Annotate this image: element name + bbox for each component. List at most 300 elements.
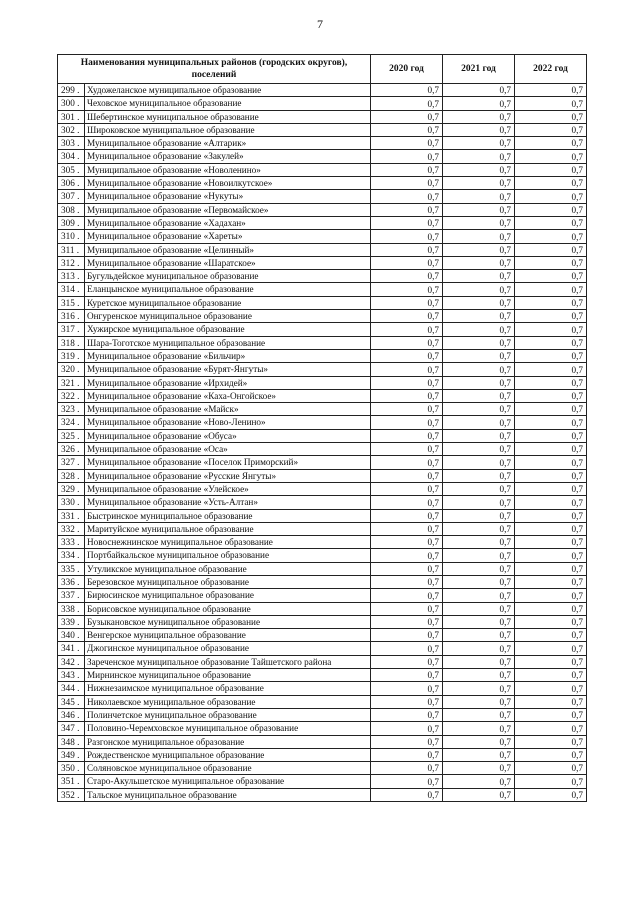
value-2021: 0,7	[443, 310, 515, 323]
value-2022: 0,7	[515, 695, 587, 708]
table-row	[58, 389, 587, 402]
row-number: 352 .	[58, 788, 85, 801]
table-row	[58, 230, 587, 243]
value-2022: 0,7	[515, 84, 587, 97]
row-number: 334 .	[58, 549, 85, 562]
row-name: Утуликское муниципальное образование	[85, 562, 371, 575]
row-number: 340 .	[58, 629, 85, 642]
value-2022: 0,7	[515, 376, 587, 389]
table-row	[58, 496, 587, 509]
value-2022: 0,7	[515, 177, 587, 190]
value-2022: 0,7	[515, 123, 587, 136]
row-number: 338 .	[58, 602, 85, 615]
row-number: 332 .	[58, 522, 85, 535]
row-name: Борисовское муниципальное образование	[85, 602, 371, 615]
value-2022: 0,7	[515, 655, 587, 668]
value-2020: 0,7	[371, 230, 443, 243]
row-name: Половино-Черемховское муниципальное образование	[85, 722, 371, 735]
table-row	[58, 216, 587, 229]
value-2022: 0,7	[515, 748, 587, 761]
table-row	[58, 536, 587, 549]
value-2021: 0,7	[443, 496, 515, 509]
row-name: Муниципальное образование «Бурят-Янгуты»	[85, 363, 371, 376]
value-2021: 0,7	[443, 323, 515, 336]
table-row	[58, 443, 587, 456]
value-2020: 0,7	[371, 336, 443, 349]
row-name: Муниципальное образование «Усть-Алтан»	[85, 496, 371, 509]
row-name: Бугульдейское муниципальное образование	[85, 270, 371, 283]
value-2021: 0,7	[443, 376, 515, 389]
value-2022: 0,7	[515, 496, 587, 509]
table-row	[58, 97, 587, 110]
value-2020: 0,7	[371, 283, 443, 296]
table-row	[58, 708, 587, 721]
value-2021: 0,7	[443, 629, 515, 642]
row-name: Джогинское муниципальное образование	[85, 642, 371, 655]
table-row	[58, 788, 587, 801]
row-number: 347 .	[58, 722, 85, 735]
row-number: 325 .	[58, 429, 85, 442]
row-name: Муниципальное образование «Ново-Ленино»	[85, 416, 371, 429]
value-2021: 0,7	[443, 669, 515, 682]
table-row	[58, 602, 587, 615]
value-2020: 0,7	[371, 203, 443, 216]
row-name: Хужирское муниципальное образование	[85, 323, 371, 336]
table-row	[58, 84, 587, 97]
value-2022: 0,7	[515, 575, 587, 588]
row-number: 323 .	[58, 403, 85, 416]
value-2022: 0,7	[515, 270, 587, 283]
row-number: 329 .	[58, 482, 85, 495]
value-2020: 0,7	[371, 456, 443, 469]
row-number: 335 .	[58, 562, 85, 575]
row-name: Полинчетское муниципальное образование	[85, 708, 371, 721]
row-name: Тальское муниципальное образование	[85, 788, 371, 801]
table-row	[58, 735, 587, 748]
row-number: 313 .	[58, 270, 85, 283]
row-number: 339 .	[58, 615, 85, 628]
value-2022: 0,7	[515, 150, 587, 163]
row-number: 310 .	[58, 230, 85, 243]
value-2022: 0,7	[515, 429, 587, 442]
value-2021: 0,7	[443, 536, 515, 549]
value-2022: 0,7	[515, 336, 587, 349]
value-2021: 0,7	[443, 270, 515, 283]
table-body	[58, 84, 587, 802]
value-2021: 0,7	[443, 642, 515, 655]
value-2022: 0,7	[515, 629, 587, 642]
value-2020: 0,7	[371, 216, 443, 229]
value-2020: 0,7	[371, 270, 443, 283]
value-2021: 0,7	[443, 522, 515, 535]
value-2022: 0,7	[515, 97, 587, 110]
value-2021: 0,7	[443, 363, 515, 376]
value-2020: 0,7	[371, 629, 443, 642]
row-name: Шара-Тоготское муниципальное образование	[85, 336, 371, 349]
header-name: Наименования муниципальных районов (городских округов), поселений	[58, 55, 371, 84]
value-2021: 0,7	[443, 469, 515, 482]
value-2020: 0,7	[371, 349, 443, 362]
value-2021: 0,7	[443, 695, 515, 708]
value-2020: 0,7	[371, 416, 443, 429]
table-row	[58, 762, 587, 775]
row-number: 333 .	[58, 536, 85, 549]
value-2020: 0,7	[371, 243, 443, 256]
table-row	[58, 655, 587, 668]
row-number: 318 .	[58, 336, 85, 349]
value-2020: 0,7	[371, 536, 443, 549]
row-number: 343 .	[58, 669, 85, 682]
value-2021: 0,7	[443, 389, 515, 402]
table-row	[58, 283, 587, 296]
value-2021: 0,7	[443, 429, 515, 442]
table-row	[58, 562, 587, 575]
value-2021: 0,7	[443, 110, 515, 123]
table-row	[58, 429, 587, 442]
table-row	[58, 748, 587, 761]
row-name: Березовское муниципальное образование	[85, 575, 371, 588]
value-2021: 0,7	[443, 655, 515, 668]
value-2022: 0,7	[515, 110, 587, 123]
value-2021: 0,7	[443, 762, 515, 775]
value-2020: 0,7	[371, 775, 443, 788]
value-2021: 0,7	[443, 137, 515, 150]
row-name: Муниципальное образование «Закулей»	[85, 150, 371, 163]
table-row	[58, 270, 587, 283]
value-2022: 0,7	[515, 522, 587, 535]
table-row	[58, 376, 587, 389]
value-2021: 0,7	[443, 416, 515, 429]
table-row	[58, 323, 587, 336]
value-2021: 0,7	[443, 775, 515, 788]
table-row	[58, 615, 587, 628]
row-name: Зареченское муниципальное образование Тайшетского района	[85, 655, 371, 668]
coefficients-table	[57, 54, 587, 802]
header-2020: 2020 год	[371, 55, 443, 84]
row-number: 341 .	[58, 642, 85, 655]
row-number: 301 .	[58, 110, 85, 123]
value-2021: 0,7	[443, 482, 515, 495]
row-number: 351 .	[58, 775, 85, 788]
value-2020: 0,7	[371, 522, 443, 535]
value-2020: 0,7	[371, 310, 443, 323]
value-2022: 0,7	[515, 323, 587, 336]
row-number: 312 .	[58, 256, 85, 269]
value-2022: 0,7	[515, 310, 587, 323]
row-number: 306 .	[58, 177, 85, 190]
value-2022: 0,7	[515, 762, 587, 775]
row-name: Бирюсинское муниципальное образование	[85, 589, 371, 602]
row-name: Еланцынское муниципальное образование	[85, 283, 371, 296]
value-2020: 0,7	[371, 669, 443, 682]
row-number: 305 .	[58, 163, 85, 176]
value-2020: 0,7	[371, 788, 443, 801]
table-row	[58, 256, 587, 269]
table-row	[58, 203, 587, 216]
row-number: 330 .	[58, 496, 85, 509]
row-name: Старо-Акульшетское муниципальное образование	[85, 775, 371, 788]
table-row	[58, 336, 587, 349]
value-2022: 0,7	[515, 602, 587, 615]
row-number: 299 .	[58, 84, 85, 97]
value-2022: 0,7	[515, 589, 587, 602]
row-name: Муниципальное образование «Нукуты»	[85, 190, 371, 203]
value-2022: 0,7	[515, 403, 587, 416]
value-2022: 0,7	[515, 230, 587, 243]
row-number: 311 .	[58, 243, 85, 256]
value-2021: 0,7	[443, 403, 515, 416]
table-row	[58, 110, 587, 123]
row-name: Мирнинское муниципальное образование	[85, 669, 371, 682]
value-2021: 0,7	[443, 615, 515, 628]
table-row	[58, 190, 587, 203]
table-row	[58, 522, 587, 535]
value-2022: 0,7	[515, 163, 587, 176]
value-2021: 0,7	[443, 509, 515, 522]
table-row	[58, 482, 587, 495]
row-number: 302 .	[58, 123, 85, 136]
row-name: Муниципальное образование «Обуса»	[85, 429, 371, 442]
row-name: Муниципальное образование «Хареты»	[85, 230, 371, 243]
row-name: Венгерское муниципальное образование	[85, 629, 371, 642]
value-2020: 0,7	[371, 177, 443, 190]
row-name: Портбайкальское муниципальное образование	[85, 549, 371, 562]
row-name: Широковское муниципальное образование	[85, 123, 371, 136]
value-2022: 0,7	[515, 243, 587, 256]
table-row	[58, 456, 587, 469]
value-2022: 0,7	[515, 735, 587, 748]
row-name: Муниципальное образование «Новоилкутское»	[85, 177, 371, 190]
row-number: 349 .	[58, 748, 85, 761]
row-number: 324 .	[58, 416, 85, 429]
value-2021: 0,7	[443, 549, 515, 562]
value-2020: 0,7	[371, 323, 443, 336]
row-number: 315 .	[58, 296, 85, 309]
value-2020: 0,7	[371, 123, 443, 136]
value-2021: 0,7	[443, 97, 515, 110]
row-name: Николаевское муниципальное образование	[85, 695, 371, 708]
value-2022: 0,7	[515, 722, 587, 735]
table-row	[58, 509, 587, 522]
value-2022: 0,7	[515, 642, 587, 655]
row-name: Новоснежнинское муниципальное образование	[85, 536, 371, 549]
value-2022: 0,7	[515, 203, 587, 216]
value-2022: 0,7	[515, 190, 587, 203]
value-2022: 0,7	[515, 137, 587, 150]
value-2021: 0,7	[443, 748, 515, 761]
table-row	[58, 775, 587, 788]
value-2022: 0,7	[515, 216, 587, 229]
row-name: Муниципальное образование «Новоленино»	[85, 163, 371, 176]
row-number: 346 .	[58, 708, 85, 721]
row-number: 316 .	[58, 310, 85, 323]
table-row	[58, 682, 587, 695]
value-2020: 0,7	[371, 429, 443, 442]
table-row	[58, 310, 587, 323]
value-2020: 0,7	[371, 562, 443, 575]
header-2021: 2021 год	[443, 55, 515, 84]
value-2021: 0,7	[443, 163, 515, 176]
value-2022: 0,7	[515, 256, 587, 269]
value-2022: 0,7	[515, 443, 587, 456]
value-2021: 0,7	[443, 722, 515, 735]
table-row	[58, 163, 587, 176]
table-row	[58, 177, 587, 190]
value-2021: 0,7	[443, 336, 515, 349]
value-2022: 0,7	[515, 775, 587, 788]
page-number: 7	[317, 17, 323, 31]
value-2020: 0,7	[371, 615, 443, 628]
value-2021: 0,7	[443, 230, 515, 243]
row-number: 300 .	[58, 97, 85, 110]
value-2022: 0,7	[515, 562, 587, 575]
value-2020: 0,7	[371, 163, 443, 176]
value-2021: 0,7	[443, 562, 515, 575]
value-2021: 0,7	[443, 443, 515, 456]
row-name: Нижнезаимское муниципальное образование	[85, 682, 371, 695]
table-row	[58, 243, 587, 256]
row-name: Муниципальное образование «Первомайское»	[85, 203, 371, 216]
table-row	[58, 669, 587, 682]
table-row	[58, 349, 587, 362]
value-2022: 0,7	[515, 615, 587, 628]
row-number: 317 .	[58, 323, 85, 336]
value-2021: 0,7	[443, 602, 515, 615]
value-2022: 0,7	[515, 682, 587, 695]
row-name: Муниципальное образование «Алтарик»	[85, 137, 371, 150]
row-name: Муниципальное образование «Целинный»	[85, 243, 371, 256]
table-row	[58, 123, 587, 136]
row-number: 308 .	[58, 203, 85, 216]
value-2021: 0,7	[443, 296, 515, 309]
row-number: 336 .	[58, 575, 85, 588]
row-number: 344 .	[58, 682, 85, 695]
row-number: 328 .	[58, 469, 85, 482]
value-2021: 0,7	[443, 682, 515, 695]
value-2020: 0,7	[371, 443, 443, 456]
header-2022: 2022 год	[515, 55, 587, 84]
value-2020: 0,7	[371, 708, 443, 721]
value-2022: 0,7	[515, 788, 587, 801]
table-row	[58, 722, 587, 735]
row-number: 309 .	[58, 216, 85, 229]
value-2022: 0,7	[515, 469, 587, 482]
row-number: 345 .	[58, 695, 85, 708]
value-2020: 0,7	[371, 575, 443, 588]
value-2020: 0,7	[371, 682, 443, 695]
table-row	[58, 695, 587, 708]
value-2021: 0,7	[443, 243, 515, 256]
row-name: Быстринское муниципальное образование	[85, 509, 371, 522]
value-2020: 0,7	[371, 389, 443, 402]
value-2022: 0,7	[515, 416, 587, 429]
value-2020: 0,7	[371, 549, 443, 562]
row-name: Рождественское муниципальное образование	[85, 748, 371, 761]
table-header-row	[58, 55, 587, 84]
row-name: Муниципальное образование «Поселок Приморский»	[85, 456, 371, 469]
row-name: Муниципальное образование «Русские Янгуты»	[85, 469, 371, 482]
value-2022: 0,7	[515, 549, 587, 562]
table-row	[58, 363, 587, 376]
row-number: 321 .	[58, 376, 85, 389]
row-number: 307 .	[58, 190, 85, 203]
value-2020: 0,7	[371, 509, 443, 522]
value-2020: 0,7	[371, 363, 443, 376]
row-number: 320 .	[58, 363, 85, 376]
value-2020: 0,7	[371, 150, 443, 163]
value-2021: 0,7	[443, 589, 515, 602]
value-2021: 0,7	[443, 788, 515, 801]
value-2020: 0,7	[371, 748, 443, 761]
value-2020: 0,7	[371, 97, 443, 110]
value-2021: 0,7	[443, 735, 515, 748]
row-name: Муниципальное образование «Шаратское»	[85, 256, 371, 269]
value-2020: 0,7	[371, 137, 443, 150]
table-row	[58, 575, 587, 588]
row-name: Маритуйское муниципальное образование	[85, 522, 371, 535]
table-row	[58, 416, 587, 429]
row-number: 342 .	[58, 655, 85, 668]
value-2022: 0,7	[515, 708, 587, 721]
value-2020: 0,7	[371, 655, 443, 668]
value-2021: 0,7	[443, 216, 515, 229]
value-2020: 0,7	[371, 642, 443, 655]
table-row	[58, 403, 587, 416]
row-number: 337 .	[58, 589, 85, 602]
value-2020: 0,7	[371, 190, 443, 203]
value-2020: 0,7	[371, 256, 443, 269]
table-row	[58, 469, 587, 482]
value-2020: 0,7	[371, 469, 443, 482]
row-name: Муниципальное образование «Улейское»	[85, 482, 371, 495]
value-2020: 0,7	[371, 296, 443, 309]
table-row	[58, 150, 587, 163]
table-row	[58, 589, 587, 602]
value-2022: 0,7	[515, 669, 587, 682]
value-2022: 0,7	[515, 349, 587, 362]
value-2020: 0,7	[371, 589, 443, 602]
value-2022: 0,7	[515, 296, 587, 309]
value-2021: 0,7	[443, 456, 515, 469]
value-2020: 0,7	[371, 482, 443, 495]
row-number: 322 .	[58, 389, 85, 402]
value-2020: 0,7	[371, 496, 443, 509]
row-number: 314 .	[58, 283, 85, 296]
value-2022: 0,7	[515, 363, 587, 376]
row-name: Куретское муниципальное образование	[85, 296, 371, 309]
row-name: Муниципальное образование «Майск»	[85, 403, 371, 416]
value-2021: 0,7	[443, 349, 515, 362]
row-name: Муниципальное образование «Ирхидей»	[85, 376, 371, 389]
value-2022: 0,7	[515, 283, 587, 296]
row-name: Разгонское муниципальное образование	[85, 735, 371, 748]
value-2020: 0,7	[371, 403, 443, 416]
row-number: 319 .	[58, 349, 85, 362]
value-2022: 0,7	[515, 536, 587, 549]
table-row	[58, 137, 587, 150]
value-2020: 0,7	[371, 376, 443, 389]
row-number: 326 .	[58, 443, 85, 456]
value-2021: 0,7	[443, 190, 515, 203]
row-name: Соляновское муниципальное образование	[85, 762, 371, 775]
row-name: Художеланское муниципальное образование	[85, 84, 371, 97]
table-row	[58, 296, 587, 309]
value-2021: 0,7	[443, 575, 515, 588]
table-row	[58, 642, 587, 655]
value-2021: 0,7	[443, 177, 515, 190]
value-2020: 0,7	[371, 735, 443, 748]
row-name: Муниципальное образование «Хадахан»	[85, 216, 371, 229]
